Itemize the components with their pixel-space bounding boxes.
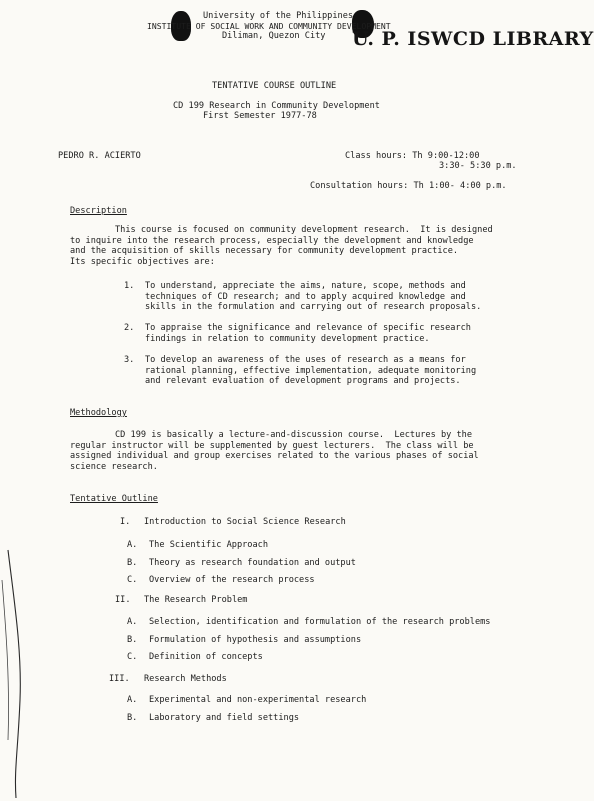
- course-title: CD 199 Research in Community Development: [173, 101, 380, 111]
- semester: First Semester 1977-78: [203, 111, 317, 121]
- outline-item: Definition of concepts: [149, 652, 263, 662]
- outline-item: Laboratory and field settings: [149, 713, 300, 723]
- methodology-line: assigned individual and group exercises related to the various phases of social: [70, 451, 479, 461]
- outline-item: Selection, identification and formulation of the research problems: [149, 617, 491, 627]
- description-paragraph: [70, 225, 493, 267]
- outline-item-letter: C.: [127, 575, 138, 585]
- outline-item: Formulation of hypothesis and assumptions: [149, 635, 362, 645]
- outline-item-letter: B.: [127, 635, 138, 645]
- description-line: to inquire into the research process, especially the development and knowledge: [70, 235, 474, 246]
- outline-item-letter: B.: [127, 558, 138, 568]
- outline-section-number: II.: [115, 595, 131, 605]
- class-hours-line1: Class hours: Th 9:00-12:00: [345, 151, 480, 161]
- campus-location: Diliman, Quezon City: [222, 31, 326, 41]
- objective-line: findings in relation to community development practice.: [145, 333, 430, 344]
- university-name: University of the Philippines: [203, 11, 354, 21]
- outline-item-letter: A.: [127, 540, 138, 550]
- methodology-heading: Methodology: [70, 408, 127, 418]
- description-line: This course is focused on community development research. It is designed: [115, 225, 493, 235]
- objective-number: 1.: [124, 281, 135, 291]
- methodology-line: regular instructor will be supplemented by guest lecturers. The class will be: [70, 440, 474, 451]
- outline-item: Experimental and non-experimental research: [149, 695, 367, 705]
- institute-name: INSTITUTE OF SOCIAL WORK AND COMMUNITY DEVELOPMENT: [147, 21, 391, 31]
- objective-line: To understand, appreciate the aims, nature, scope, methods and: [145, 281, 466, 291]
- objective-number: 3.: [124, 355, 135, 365]
- methodology-line: science research.: [70, 461, 158, 472]
- objective-line: and relevant evaluation of development programs and projects.: [145, 376, 461, 386]
- objective-line: rational planning, effective implementation, adequate monitoring: [145, 365, 477, 376]
- description-heading: Description: [70, 206, 127, 216]
- consultation-hours: Consultation hours: Th 1:00- 4:00 p.m.: [310, 181, 507, 191]
- methodology-paragraph: [70, 430, 479, 472]
- outline-item: Overview of the research process: [149, 575, 315, 585]
- outline-item-letter: B.: [127, 713, 138, 723]
- instructor-name: PEDRO R. ACIERTO: [58, 151, 141, 161]
- outline-heading: Tentative Outline: [70, 494, 158, 504]
- objective-number: 2.: [124, 323, 135, 333]
- objective-line: To develop an awareness of the uses of research as a means for: [145, 355, 466, 365]
- objective-line: skills in the formulation and carrying out of research proposals.: [145, 302, 482, 312]
- outline-item-letter: A.: [127, 617, 138, 627]
- scan-margin-marks: [0, 540, 40, 801]
- objective-3: [145, 355, 476, 387]
- library-stamp: U. P. ISWCD LIBRARY: [352, 28, 594, 50]
- class-hours-line2: 3:30- 5:30 p.m.: [439, 161, 517, 171]
- methodology-line: CD 199 is basically a lecture-and-discussion course. Lectures by the: [115, 430, 472, 440]
- description-line: Its specific objectives are:: [70, 256, 215, 267]
- outline-section-title: Introduction to Social Science Research: [144, 517, 346, 527]
- outline-section-title: Research Methods: [144, 674, 227, 684]
- objective-line: techniques of CD research; and to apply acquired knowledge and: [145, 291, 466, 302]
- outline-item-letter: C.: [127, 652, 138, 662]
- objective-line: To appraise the significance and relevance of specific research: [145, 323, 471, 333]
- document-type: TENTATIVE COURSE OUTLINE: [212, 81, 337, 91]
- outline-item: Theory as research foundation and output: [149, 558, 356, 568]
- outline-section-number: I.: [120, 517, 131, 527]
- outline-item-letter: A.: [127, 695, 138, 705]
- objective-2: [145, 323, 471, 344]
- outline-item: The Scientific Approach: [149, 540, 268, 550]
- objective-1: [145, 281, 481, 313]
- outline-section-title: The Research Problem: [144, 595, 248, 605]
- description-line: and the acquisition of skills necessary for community development practice.: [70, 246, 459, 256]
- outline-section-number: III.: [109, 674, 130, 684]
